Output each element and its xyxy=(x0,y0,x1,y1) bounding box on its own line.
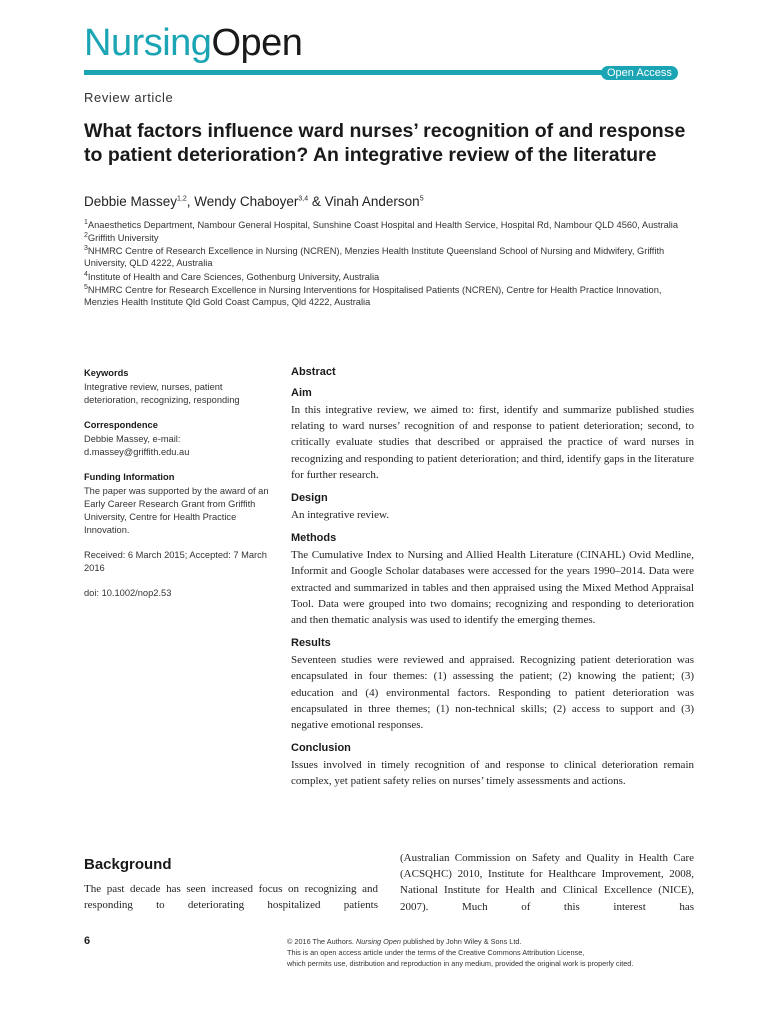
doi-block xyxy=(84,587,274,600)
affiliation-marker: 4 xyxy=(84,270,88,278)
affiliation-text: Institute of Health and Care Sciences, Gothenburg University, Australia xyxy=(87,271,380,282)
article-type: Review article xyxy=(84,90,174,105)
body-text-left-column: The past decade has seen increased focus on recognizing and responding to deteriorating hospitalized patients xyxy=(84,883,378,912)
doi-link[interactable]: doi: 10.1002/nop2.53 xyxy=(84,588,172,598)
affiliation-text: Anaesthetics Department, Nambour General Hospital, Sunshine Coast Hospital and Health Service, Hospital Rd, Nambour QLD 4560, Australia xyxy=(87,220,679,230)
author-affiliation-marker: 3,4 xyxy=(298,195,309,203)
affiliation xyxy=(84,271,694,283)
journal-name-open: Open xyxy=(211,22,303,64)
affiliation-marker: 2 xyxy=(84,232,88,240)
affiliation-list xyxy=(84,219,694,309)
open-access-badge: Open Access xyxy=(601,66,678,80)
affiliation-text: Griffith University xyxy=(87,233,159,244)
header-rule xyxy=(84,70,614,75)
journal-title xyxy=(84,20,302,66)
article-info-sidebar xyxy=(84,367,274,612)
abstract-section-heading: Design xyxy=(291,492,328,505)
affiliation-text: NHMRC Centre for Research Excellence in Nursing Interventions for Hospitalised Patients (NCREN), Centre for Health Practice Innovation, Menzies Health Institute Qld Gold Coast Campus, Qld 4222, Australia xyxy=(84,284,662,307)
author-name: Debbie Massey xyxy=(84,194,178,209)
copyright-suffix: published by John Wiley & Sons Ltd. xyxy=(400,937,522,946)
affiliation xyxy=(84,232,694,244)
author-list xyxy=(84,193,424,211)
abstract-section-text: In this integrative review, we aimed to: first, identify and summarize published studies relating to ward nurses’ recognition of and response to patient deterioration; second, to critically evaluate studies that described or appraised the practice of ward nurses in recognizing and responding to patient deterioration; and third, identify gaps in the literature for further research. xyxy=(291,404,694,481)
abstract xyxy=(291,364,694,798)
journal-name-nursing: Nursing xyxy=(84,22,212,64)
keywords-text: Integrative review, nurses, patient deterioration, recognizing, responding xyxy=(84,382,240,405)
affiliation xyxy=(84,219,694,231)
affiliation xyxy=(84,245,694,269)
page-number: 6 xyxy=(84,935,91,947)
author-affiliation-marker: 1,2 xyxy=(177,195,187,203)
abstract-section-heading: Methods xyxy=(291,532,337,545)
affiliation-marker: 5 xyxy=(84,283,88,291)
received-accepted-dates: Received: 6 March 2015; Accepted: 7 March 2016 xyxy=(84,550,267,573)
copyright-line xyxy=(287,936,697,947)
affiliation xyxy=(84,284,694,308)
affiliation-marker: 1 xyxy=(84,218,88,226)
copyright-journal: Nursing Open xyxy=(355,937,401,946)
abstract-section-text: Issues involved in timely recognition of and response to clinical deterioration remain complex, yet patient safety relies on nurses’ timely assessments and actions. xyxy=(291,759,694,788)
background-heading: Background xyxy=(84,856,172,873)
author-separator: , xyxy=(186,194,195,209)
author-name: Wendy Chaboyer xyxy=(194,194,299,209)
license-line: which permits use, distribution and reproduction in any medium, provided the original work is properly cited. xyxy=(287,959,634,968)
author-name: Vinah Anderson xyxy=(324,194,420,209)
dates-block xyxy=(84,549,274,575)
abstract-section-heading: Results xyxy=(291,637,331,650)
abstract-section-heading: Conclusion xyxy=(291,742,351,755)
keywords-heading: Keywords xyxy=(84,368,129,378)
correspondence-block xyxy=(84,419,274,459)
abstract-section-text: An integrative review. xyxy=(291,509,389,522)
abstract-section-text: Seventeen studies were reviewed and appraised. Recognizing patient deterioration was encapsulated in four themes: (1) assessing the patient; (2) knowing the patient; (3) education and (4) environmental factors. Responding to patient deterioration was encapsulated in three themes; (1) non-technical skills; (2) access to support and (3) negative emotional responses. xyxy=(291,654,694,732)
abstract-section-text: The Cumulative Index to Nursing and Allied Health Literature (CINAHL) Ovid Medline, Informit and Google Scholar databases were accessed for the years 1990–2014. Data were extracted and summarized in tables and then appraised using the Mixed Method Appraisal Tool. Data were grouped into two domains; recognizing and responding to deterioration and then thematic analysis was used to identify the emerging themes. xyxy=(291,549,694,627)
affiliation-text: NHMRC Centre of Research Excellence in Nursing (NCREN), Menzies Health Institute Queensland School of Nursing and Midwifery, Griffith University, QLD 4222, Australia xyxy=(84,246,665,269)
abstract-section-heading: Aim xyxy=(291,387,312,399)
correspondence-text: Debbie Massey, e-mail: d.massey@griffith.edu.au xyxy=(84,434,190,457)
funding-block xyxy=(84,471,274,537)
correspondence-heading: Correspondence xyxy=(84,420,158,430)
affiliation-marker: 3 xyxy=(84,245,88,253)
copyright-prefix: © 2016 The Authors. xyxy=(287,937,356,946)
keywords-block xyxy=(84,367,274,407)
article-title: What factors influence ward nurses’ recognition of and response to patient deterioration? An integrative review of the literature xyxy=(84,120,686,166)
abstract-title: Abstract xyxy=(291,366,336,378)
funding-heading: Funding Information xyxy=(84,472,175,482)
funding-text: The paper was supported by the award of an Early Career Research Grant from Griffith University, Centre for Health Practice Innovation. xyxy=(84,486,269,535)
footer-license xyxy=(287,936,697,969)
body-text-right-column: (Australian Commission on Safety and Quality in Health Care (ACSQHC) 2010, Institute for Healthcare Improvement, 2008, National Institute for Health and Clinical Excellence (NICE), 2007). Much of this interest has xyxy=(400,852,694,913)
license-line: This is an open access article under the terms of the Creative Commons Attribution License, xyxy=(287,948,585,957)
author-affiliation-marker: 5 xyxy=(419,195,424,203)
author-separator: & xyxy=(308,194,325,209)
